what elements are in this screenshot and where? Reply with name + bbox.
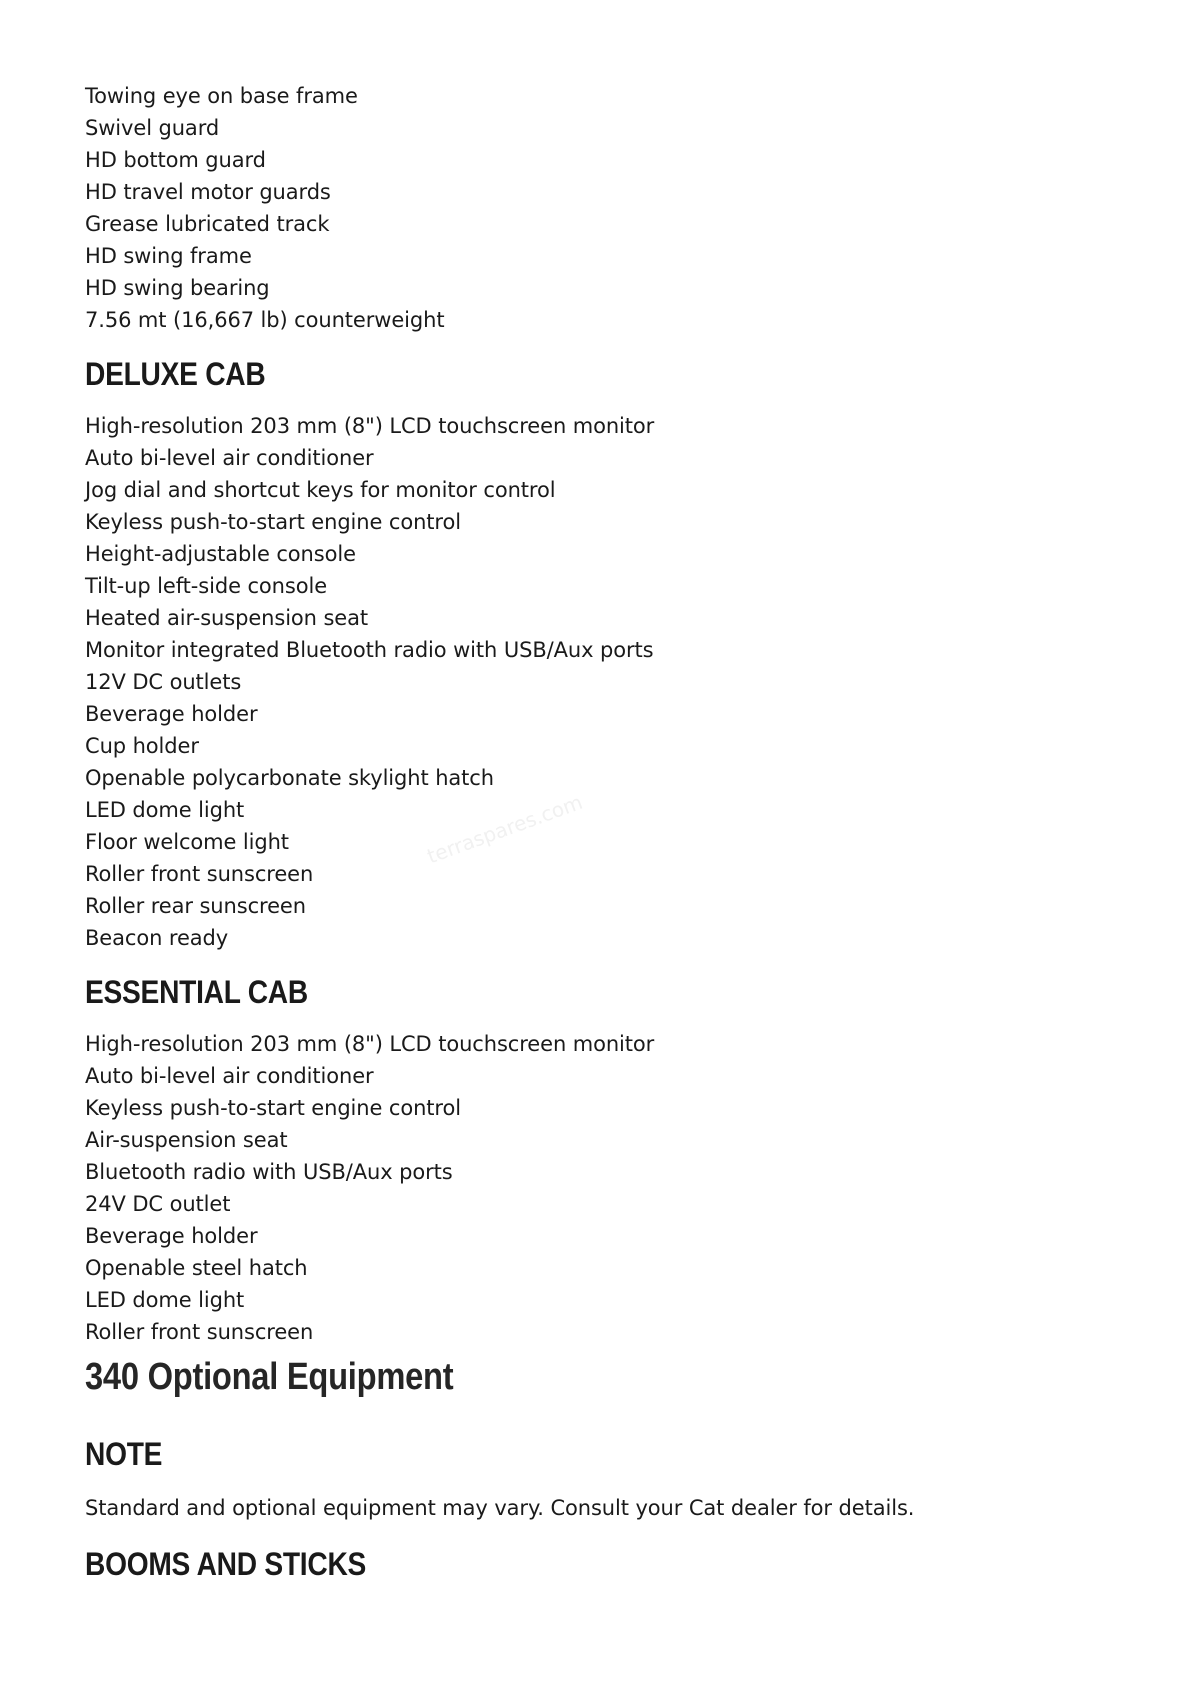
list-item: Height-adjustable console bbox=[85, 542, 356, 566]
list-item: Monitor integrated Bluetooth radio with USB/Aux ports bbox=[85, 638, 654, 662]
list-item: Openable steel hatch bbox=[85, 1256, 308, 1280]
list-item: High-resolution 203 mm (8") LCD touchscreen monitor bbox=[85, 414, 655, 438]
list-item: LED dome light bbox=[85, 798, 245, 822]
list-item: LED dome light bbox=[85, 1288, 245, 1312]
list-item: Air-suspension seat bbox=[85, 1128, 288, 1152]
list-item: Beacon ready bbox=[85, 926, 229, 950]
list-item: 12V DC outlets bbox=[85, 670, 242, 694]
list-item: Keyless push-to-start engine control bbox=[85, 1096, 461, 1120]
essential-cab-list bbox=[85, 1028, 1115, 1348]
optional-equipment-title: 340 Optional Equipment bbox=[85, 1356, 454, 1398]
document-page bbox=[85, 80, 1115, 1586]
note-heading: NOTE bbox=[85, 1436, 163, 1472]
list-item: Beverage holder bbox=[85, 1224, 258, 1248]
list-item: 7.56 mt (16,667 lb) counterweight bbox=[85, 308, 445, 332]
list-item: Keyless push-to-start engine control bbox=[85, 510, 461, 534]
list-item: Floor welcome light bbox=[85, 830, 289, 854]
list-item: Openable polycarbonate skylight hatch bbox=[85, 766, 494, 790]
list-item: Roller front sunscreen bbox=[85, 862, 314, 886]
deluxe-cab-list bbox=[85, 410, 1115, 954]
list-item: Jog dial and shortcut keys for monitor control bbox=[85, 478, 556, 502]
note-text: Standard and optional equipment may vary. Consult your Cat dealer for details. bbox=[85, 1496, 915, 1520]
list-item: HD swing bearing bbox=[85, 276, 270, 300]
list-item: Tilt-up left-side console bbox=[85, 574, 328, 598]
list-item: Heated air-suspension seat bbox=[85, 606, 369, 630]
top-equipment-list bbox=[85, 80, 1115, 336]
list-item: 24V DC outlet bbox=[85, 1192, 231, 1216]
list-item: Towing eye on base frame bbox=[85, 84, 358, 108]
list-item: HD bottom guard bbox=[85, 148, 266, 172]
list-item: Auto bi-level air conditioner bbox=[85, 1064, 374, 1088]
list-item: Bluetooth radio with USB/Aux ports bbox=[85, 1160, 453, 1184]
list-item: Swivel guard bbox=[85, 116, 220, 140]
booms-and-sticks-heading: BOOMS AND STICKS bbox=[85, 1546, 367, 1582]
essential-cab-heading: ESSENTIAL CAB bbox=[85, 974, 308, 1010]
list-item: Auto bi-level air conditioner bbox=[85, 446, 374, 470]
deluxe-cab-heading: DELUXE CAB bbox=[85, 356, 266, 392]
watermark-text: terraspares.com bbox=[423, 789, 586, 869]
list-item: Roller front sunscreen bbox=[85, 1320, 314, 1344]
list-item: High-resolution 203 mm (8") LCD touchscreen monitor bbox=[85, 1032, 655, 1056]
list-item: HD travel motor guards bbox=[85, 180, 331, 204]
list-item: HD swing frame bbox=[85, 244, 252, 268]
list-item: Roller rear sunscreen bbox=[85, 894, 306, 918]
list-item: Grease lubricated track bbox=[85, 212, 330, 236]
list-item: Cup holder bbox=[85, 734, 199, 758]
list-item: Beverage holder bbox=[85, 702, 258, 726]
